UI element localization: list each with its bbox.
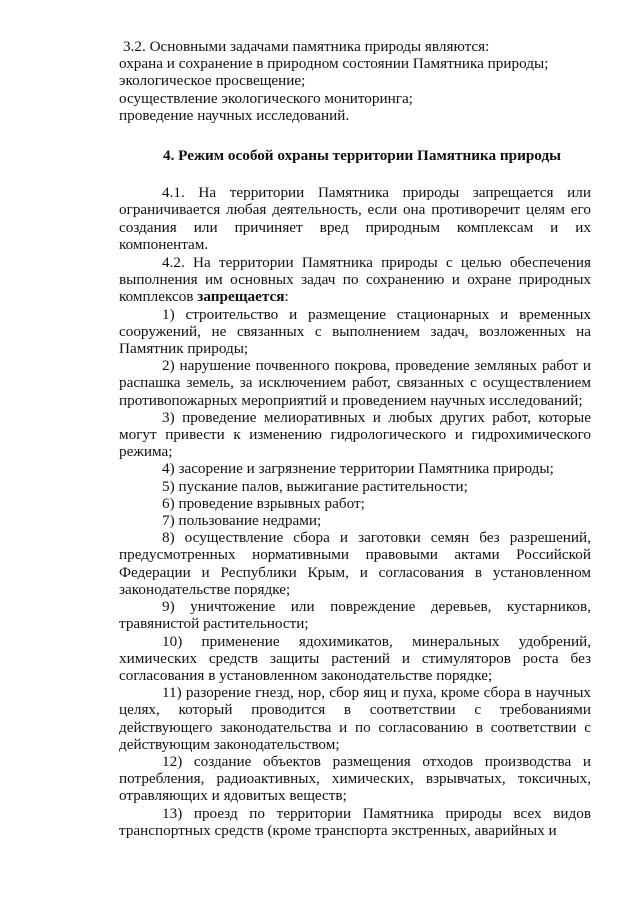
prohibition-item: 10) применение ядохимикатов, минеральных удобрений, химических средств защиты растений и стимуляторов роста без согласования в установленном законодательстве порядке; — [119, 632, 591, 684]
prohibition-item: 5) пускание палов, выжигание растительности; — [162, 477, 468, 495]
task-item: охрана и сохранение в природном состоянии Памятника природы; — [119, 55, 549, 73]
section-title: 4. Режим особой охраны территории Памятника природы — [162, 147, 561, 165]
prohibition-item: 4) засорение и загрязнение территории Памятника природы; — [162, 460, 554, 478]
paragraph-4-2 — [119, 254, 591, 306]
document-content — [119, 38, 591, 839]
prohibition-item: 7) пользование недрами; — [162, 512, 322, 530]
prohibition-item: 1) строительство и размещение стационарных и временных сооружений, не связанных с выполнением задач, возложенных на Памятник природы; — [119, 305, 591, 358]
paragraph-4-1: 4.1. На территории Памятника природы запрещается или ограничивается любая деятельность, если она противоречит целям его создания или причиняет вред природным комплексам и их компонентам. — [119, 184, 591, 253]
prohibition-item: 8) осуществление сбора и заготовки семян без разрешений, предусмотренных нормативными правовыми актами Российской Федерации и Республики Крым, и согласования в установленном законодательстве порядке; — [119, 529, 591, 598]
prohibition-item: 6) проведение взрывных работ; — [162, 494, 365, 512]
prohibition-item: 9) уничтожение или повреждение деревьев, кустарников, травянистой растительности; — [119, 598, 591, 633]
prohibition-item: 13) проезд по территории Памятника природы всех видов транспортных средств (кроме транспорта экстренных, аварийных и — [119, 804, 591, 839]
prohibition-item: 3) проведение мелиоративных и любых других работ, которые могут привести к изменению гидрологического и гидрохимического режима; — [119, 408, 591, 461]
tasks-block — [119, 38, 591, 124]
task-item: экологическое просвещение; — [119, 72, 306, 90]
tasks-heading: 3.2. Основными задачами памятника природы являются: — [123, 38, 490, 55]
task-item: осуществление экологического мониторинга; — [119, 89, 413, 107]
prohibited-keyword: запрещается — [197, 288, 285, 306]
prohibition-item: 2) нарушение почвенного покрова, проведение земляных работ и распашка земель, за исключением работ, связанных с осуществлением противопожарных мероприятий и проведением научных исследований; — [119, 357, 591, 409]
prohibition-item: 11) разорение гнезд, нор, сбор яиц и пуха, кроме сбора в научных целях, который проводится в соответствии с требованиями действующего законодательства и по согласованию в соответствии с действующим законодательством; — [119, 684, 591, 753]
prohibition-item: 12) создание объектов размещения отходов производства и потребления, радиоактивных, химических, взрывчатых, токсичных, отравляющих и ядовитых веществ; — [119, 752, 591, 805]
paragraph-4-2-text: 4.2. На территории Памятника природы с целью обеспечения выполнения им основных задач по сохранению и охране природных комплексов — [119, 254, 591, 306]
paragraph-4-2-colon: : — [284, 288, 289, 306]
task-item: проведение научных исследований. — [119, 106, 350, 124]
